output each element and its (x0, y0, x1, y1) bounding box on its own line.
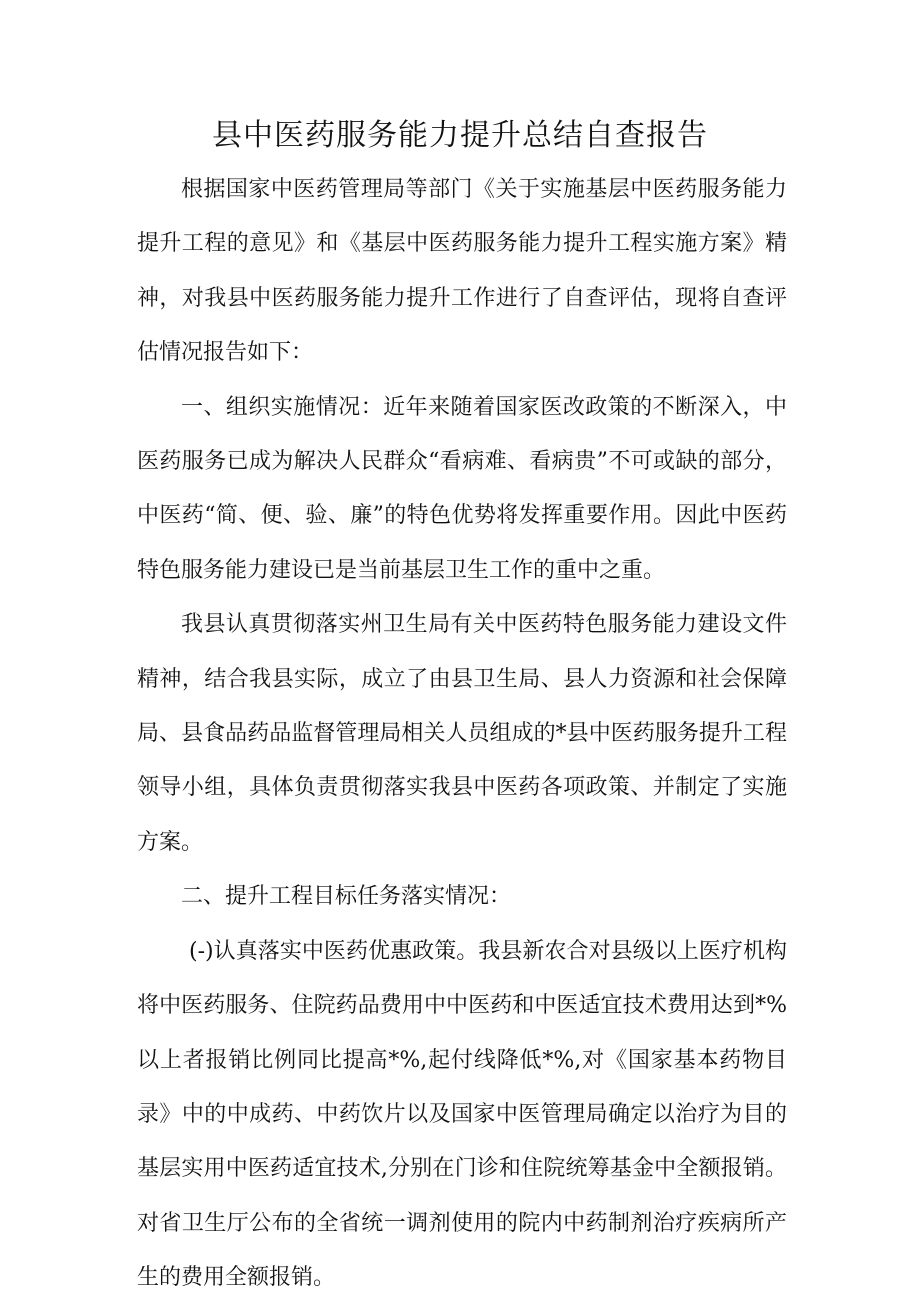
paragraph-section-1-detail: 我县认真贯彻落实州卫生局有关中医药特色服务能力建设文件精神，结合我县实际，成立了由县卫生局、县人力资源和社会保障局、县食品药品监督管理局相关人员组成的*县中医药服务提升工程领导小组，具体负责贯彻落实我县中医药各项政策、并制定了实施方案。 (137, 612, 787, 855)
paragraph-section-2-heading: 二、提升工程目标任务落实情况： (181, 884, 512, 910)
paragraph-section-2-item-1: (-)认真落实中医药优惠政策。我县新农合对县级以上医疗机构将中医药服务、住院药品费用中中医药和中医适宜技术费用达到*%以上者报销比例同比提高*%,起付线降低*%,对《国家基本药物目录》中的中成药、中药饮片以及国家中医管理局确定以治疗为目的基层实用中医药适宜技术,分别在门诊和住院统筹基金中全额报销。对省卫生厅公布的全省统一调剂使用的院内中药制剂治疗疾病所产生的费用全额报销。 (137, 938, 787, 1291)
paragraph-section-1: 一、组织实施情况：近年来随着国家医改政策的不断深入，中医药服务已成为解决人民群众“看病难、看病贵”不可或缺的部分，中医药“简、便、验、廉”的特色优势将发挥重要作用。因此中医药特色服务能力建设已是当前基层卫生工作的重中之重。 (137, 394, 787, 583)
document-body (137, 163, 787, 1306)
paragraph-intro: 根据国家中医药管理局等部门《关于实施基层中医药服务能力提升工程的意见》和《基层中医药服务能力提升工程实施方案》精神，对我县中医药服务能力提升工作进行了自查评估，现将自查评估情况报告如下： (137, 177, 787, 366)
document-title: 县中医药服务能力提升总结自查报告 (212, 118, 708, 153)
